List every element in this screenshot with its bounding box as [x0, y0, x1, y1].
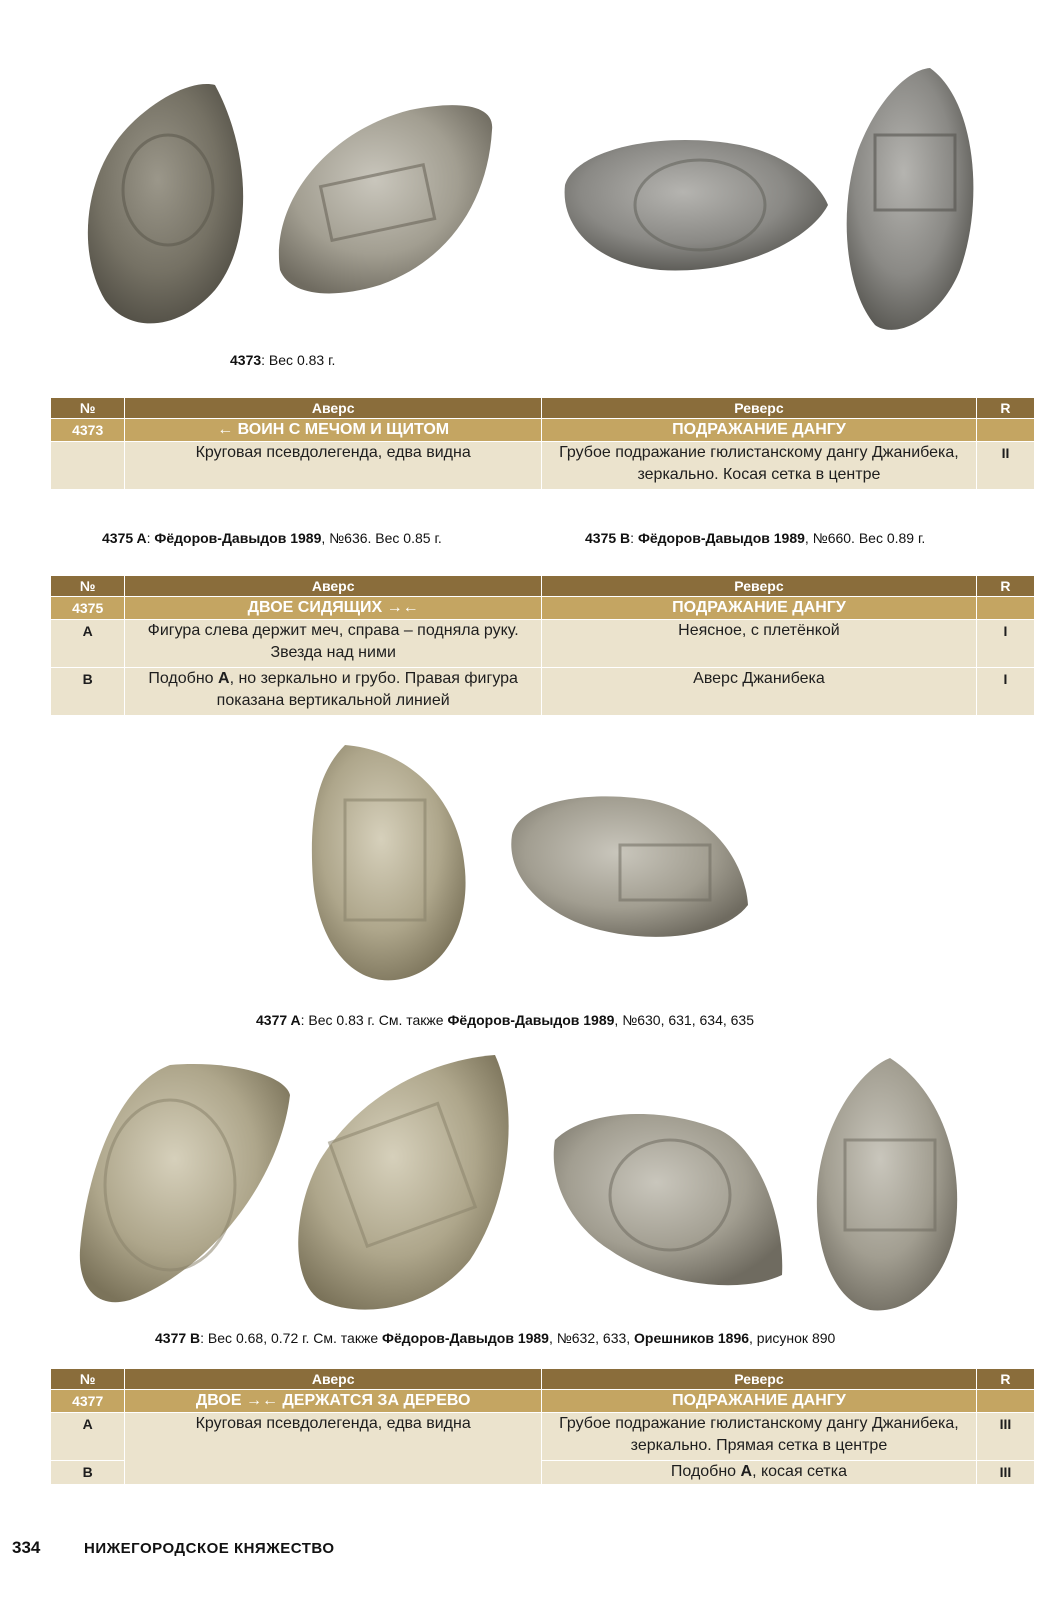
- caption-4375b-id: 4375 B: [585, 530, 631, 546]
- title-rarity-empty: [976, 419, 1034, 442]
- obverse-description: Круговая псевдолегенда, едва видна: [125, 1413, 542, 1485]
- coin-4377b-reverse-1: [298, 1055, 508, 1310]
- table-header-row: [51, 576, 1035, 597]
- obverse-title: ДВОЕ СИДЯЩИХ →←: [125, 597, 542, 620]
- caption-4375a-text: , №636. Вес 0.85 г.: [321, 530, 442, 546]
- obverse-text-post: , но зеркально и грубо. Правая фигура показана вертикальной линией: [216, 670, 518, 709]
- caption-4375b: [585, 530, 925, 546]
- obverse-text-pre: Подобно: [148, 670, 218, 687]
- table-title-row: [51, 1390, 1035, 1413]
- caption-4375a-ref: Фёдоров-Давыдов 1989: [154, 530, 322, 546]
- reverse-description: Грубое подражание гюлистанскому дангу Джанибека, зеркально. Прямая сетка в центре: [541, 1413, 976, 1461]
- header-no: №: [51, 398, 125, 419]
- table-row: [51, 668, 1035, 716]
- obverse-description: Круговая псевдолегенда, едва видна: [125, 442, 542, 490]
- reverse-title: ПОДРАЖАНИЕ ДАНГУ: [541, 597, 976, 620]
- coin-4377b-obverse-2: [554, 1114, 783, 1285]
- header-obverse: Аверс: [125, 398, 542, 419]
- header-rarity: R: [976, 576, 1034, 597]
- caption-4377a-id: 4377 A: [256, 1012, 301, 1028]
- rarity-value: I: [976, 668, 1034, 716]
- caption-4375a-id: 4375 A: [102, 530, 147, 546]
- caption-4373-id: 4373: [230, 352, 262, 368]
- table-title-row: [51, 597, 1035, 620]
- coin-4377a-reverse: [511, 796, 748, 937]
- coin-4375b-obverse: [847, 68, 974, 330]
- caption-4377a-ref: Фёдоров-Давыдов 1989: [447, 1012, 615, 1028]
- table-row: [51, 1413, 1035, 1461]
- variant-label: A: [51, 1413, 125, 1461]
- coin-4377a-obverse: [312, 745, 466, 980]
- variant-label: [51, 442, 125, 490]
- type-number: 4375: [51, 597, 125, 620]
- table-4375: [50, 575, 1035, 716]
- title-rarity-empty: [976, 1390, 1034, 1413]
- header-no: №: [51, 1369, 125, 1390]
- header-obverse: Аверс: [125, 1369, 542, 1390]
- table-4377: [50, 1368, 1035, 1485]
- obverse-title: ← ВОИН С МЕЧОМ И ЩИТОМ: [125, 419, 542, 442]
- reverse-description: Аверс Джанибека: [541, 668, 976, 716]
- header-rarity: R: [976, 398, 1034, 419]
- reverse-title: ПОДРАЖАНИЕ ДАНГУ: [541, 419, 976, 442]
- variant-label: B: [51, 668, 125, 716]
- obverse-text-bold: A: [218, 670, 230, 687]
- caption-4375b-text: , №660. Вес 0.89 г.: [804, 530, 926, 546]
- page-number: 334: [12, 1538, 41, 1557]
- rarity-value: III: [976, 1461, 1034, 1485]
- header-reverse: Реверс: [541, 1369, 976, 1390]
- table-row: [51, 620, 1035, 668]
- rarity-value: III: [976, 1413, 1034, 1461]
- table-header-row: [51, 398, 1035, 419]
- obverse-title: ДВОЕ →← ДЕРЖАТСЯ ЗА ДЕРЕВО: [125, 1390, 542, 1413]
- table-row: [51, 442, 1035, 490]
- caption-4377b-ref2: Орешников 1896: [634, 1330, 750, 1346]
- obverse-description: Фигура слева держит меч, справа – подняла руку. Звезда над ними: [125, 620, 542, 668]
- section-title: НИЖЕГОРОДСКОЕ КНЯЖЕСТВО: [84, 1540, 335, 1557]
- coin-4375a-reverse: [565, 140, 828, 271]
- caption-4377b-text3: , рисунок 890: [749, 1330, 836, 1346]
- coin-4377b-reverse-2: [817, 1058, 957, 1311]
- reverse-text-bold: A: [740, 1463, 753, 1480]
- caption-4377b-text2: , №632, 633,: [548, 1330, 635, 1346]
- header-no: №: [51, 576, 125, 597]
- reverse-description: [541, 1461, 976, 1485]
- variant-label: B: [51, 1461, 125, 1485]
- coin-4373-reverse: [279, 105, 492, 293]
- caption-4375b-sep: :: [630, 530, 638, 546]
- coin-4377b-obverse-1: [80, 1064, 290, 1302]
- caption-4375b-ref: Фёдоров-Давыдов 1989: [637, 530, 805, 546]
- caption-4377a-text1: : Вес 0.83 г. См. также: [300, 1012, 448, 1028]
- header-obverse: Аверс: [125, 576, 542, 597]
- title-rarity-empty: [976, 597, 1034, 620]
- caption-4377b-ref1: Фёдоров-Давыдов 1989: [382, 1330, 549, 1346]
- reverse-description: Неясное, с плетёнкой: [541, 620, 976, 668]
- reverse-title: ПОДРАЖАНИЕ ДАНГУ: [541, 1390, 976, 1413]
- caption-4377a-text2: , №630, 631, 634, 635: [614, 1012, 754, 1028]
- caption-4377b-text1: : Вес 0.68, 0.72 г. См. также: [200, 1330, 383, 1346]
- obverse-description: [125, 668, 542, 716]
- caption-4377b-id: 4377 B: [155, 1330, 201, 1346]
- table-title-row: [51, 419, 1035, 442]
- reverse-text-post: , косая сетка: [752, 1463, 847, 1480]
- caption-4377a: [256, 1012, 754, 1028]
- header-reverse: Реверс: [541, 576, 976, 597]
- reverse-description: Грубое подражание гюлистанскому дангу Джанибека, зеркально. Косая сетка в центре: [541, 442, 976, 490]
- caption-4373: [230, 352, 335, 368]
- reverse-text-pre: Подобно: [670, 1463, 741, 1480]
- variant-label: A: [51, 620, 125, 668]
- header-reverse: Реверс: [541, 398, 976, 419]
- coin-4373-obverse: [88, 84, 243, 323]
- type-number: 4373: [51, 419, 125, 442]
- caption-4377b: [155, 1330, 835, 1346]
- table-header-row: [51, 1369, 1035, 1390]
- caption-4373-text: : Вес 0.83 г.: [261, 352, 336, 368]
- table-4373: [50, 397, 1035, 490]
- header-rarity: R: [976, 1369, 1034, 1390]
- type-number: 4377: [51, 1390, 125, 1413]
- rarity-value: I: [976, 620, 1034, 668]
- caption-4375a-sep: :: [146, 530, 155, 546]
- rarity-value: II: [976, 442, 1034, 490]
- caption-4375a: [102, 530, 442, 546]
